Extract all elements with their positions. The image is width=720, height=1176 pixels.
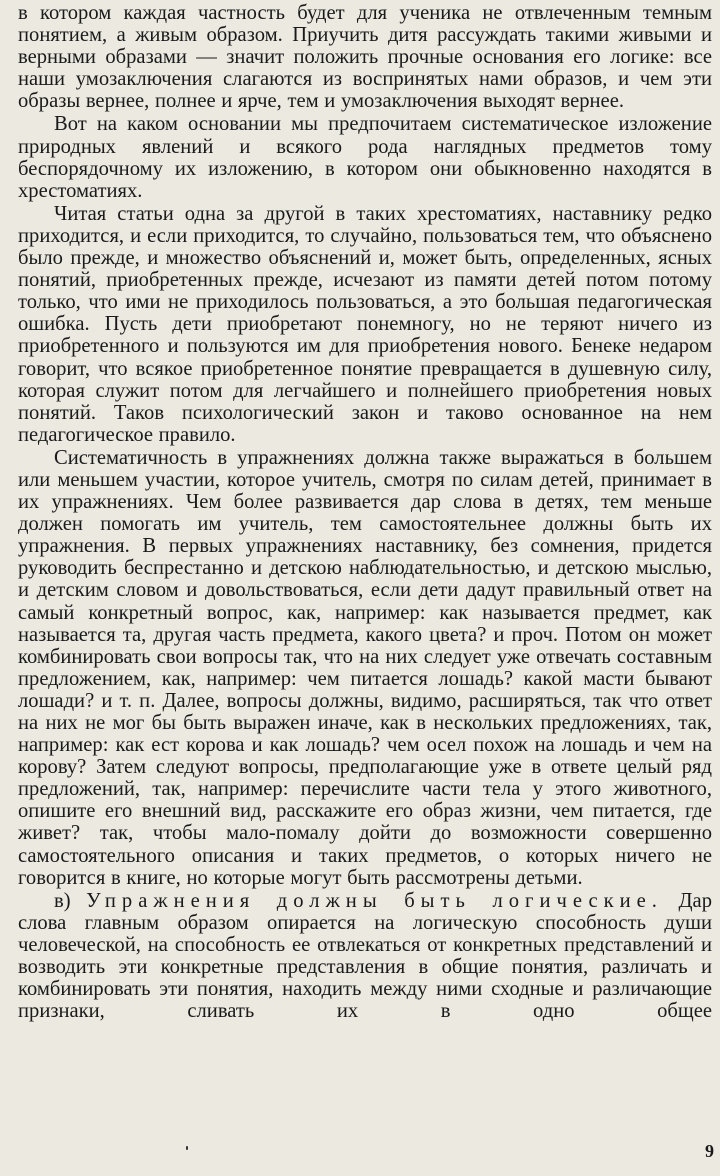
- print-speck: [186, 1146, 188, 1150]
- section-heading: Упражнения должны быть логические.: [86, 889, 663, 912]
- paragraph-4: Систематичность в упражнениях должна также выражаться в большем или меньшем участии, которое учитель, смотря по силам детей, принимает в их упражнениях. Чем более развивается дар слова в детях, тем меньше должен помогать им учитель, тем самостоятельнее должны быть их упражнения. В первых упражнениях наставнику, без сомнения, придется руководить беспрестанно и детскою наблюдательностью, и детскою мыслью, и детским словом и довольствоваться, если дети дадут правильный ответ на самый конкретный вопрос, как, например: как называется предмет, как называется та, другая часть предмета, какого цвета? и проч. Потом он может комбинировать свои вопросы так, что на них следует уже отвечать составным предложением, как, например: чем питается лошадь? какой масти бывают лошади? и т. п. Далее, вопросы должны, видимо, расширяться, так что ответ на них не мог бы быть выражен иначе, как в нескольких предложениях, так, например: как ест корова и как лошадь? чем осел похож на лошадь и чем на корову? Затем следуют вопросы, предполагающие уже в ответе целый ряд предложений, так, например: перечислите части тела у этого животного, опишите его внешний вид, расскажите его образ жизни, чем питается, где живет? так, чтобы мало-помалу дойти до возможности совершенно самостоятельного описания и таких предметов, о которых ничего не говорится в книге, но которые могут быть рассмотрены детьми.: [18, 446, 712, 889]
- paragraph-3: Читая статьи одна за другой в таких хрестоматиях, наставнику редко приходится, и если приходится, то случайно, пользоваться тем, что объяснено было прежде, и множество объяснений и, может быть, определенных, ясных понятий, приобретенных прежде, исчезают из памяти детей потом потому только, что ими не приходилось пользоваться, а это большая педагогическая ошибка. Пусть дети приобретают понемногу, но не теряют ничего из приобретенного и пользуются им для приобретения нового. Бенеке недаром говорит, что всякое приобретенное понятие превращается в душевную силу, которая служит потом для легчайшего и полнейшего приобретения новых понятий. Таков психологический закон и таково основанное на нем педагогическое правило.: [18, 202, 712, 446]
- page-number: 9: [705, 1141, 714, 1161]
- paragraph-1: в котором каждая частность будет для ученика не отвлеченным темным понятием, а живым образом. Приучить дитя рассуждать такими живыми и верными образами — значит положить прочные основания его логике: все наши умозаключения слагаются из воспринятых нами образов, и чем эти образы вернее, полнее и ярче, тем и умозаключения выходят вернее.: [18, 2, 712, 113]
- paragraph-5-text: Дар слова главным образом опирается на логическую способность души человеческой, на способность ее отвлекаться от конкретных представлений и возводить эти конкретные представления в общие понятия, различать и комбинировать эти понятия, находить между ними сходные и различающие признаки, сливать их в одно общее: [18, 889, 712, 1023]
- paragraph-2: Вот на каком основании мы предпочитаем систематическое изложение природных явлений и всякого рода наглядных предметов тому беспорядочному их изложению, в котором они обыкновенно находятся в хрестоматиях.: [18, 113, 712, 202]
- paragraph-5: [18, 890, 712, 1023]
- section-label: в): [54, 889, 87, 912]
